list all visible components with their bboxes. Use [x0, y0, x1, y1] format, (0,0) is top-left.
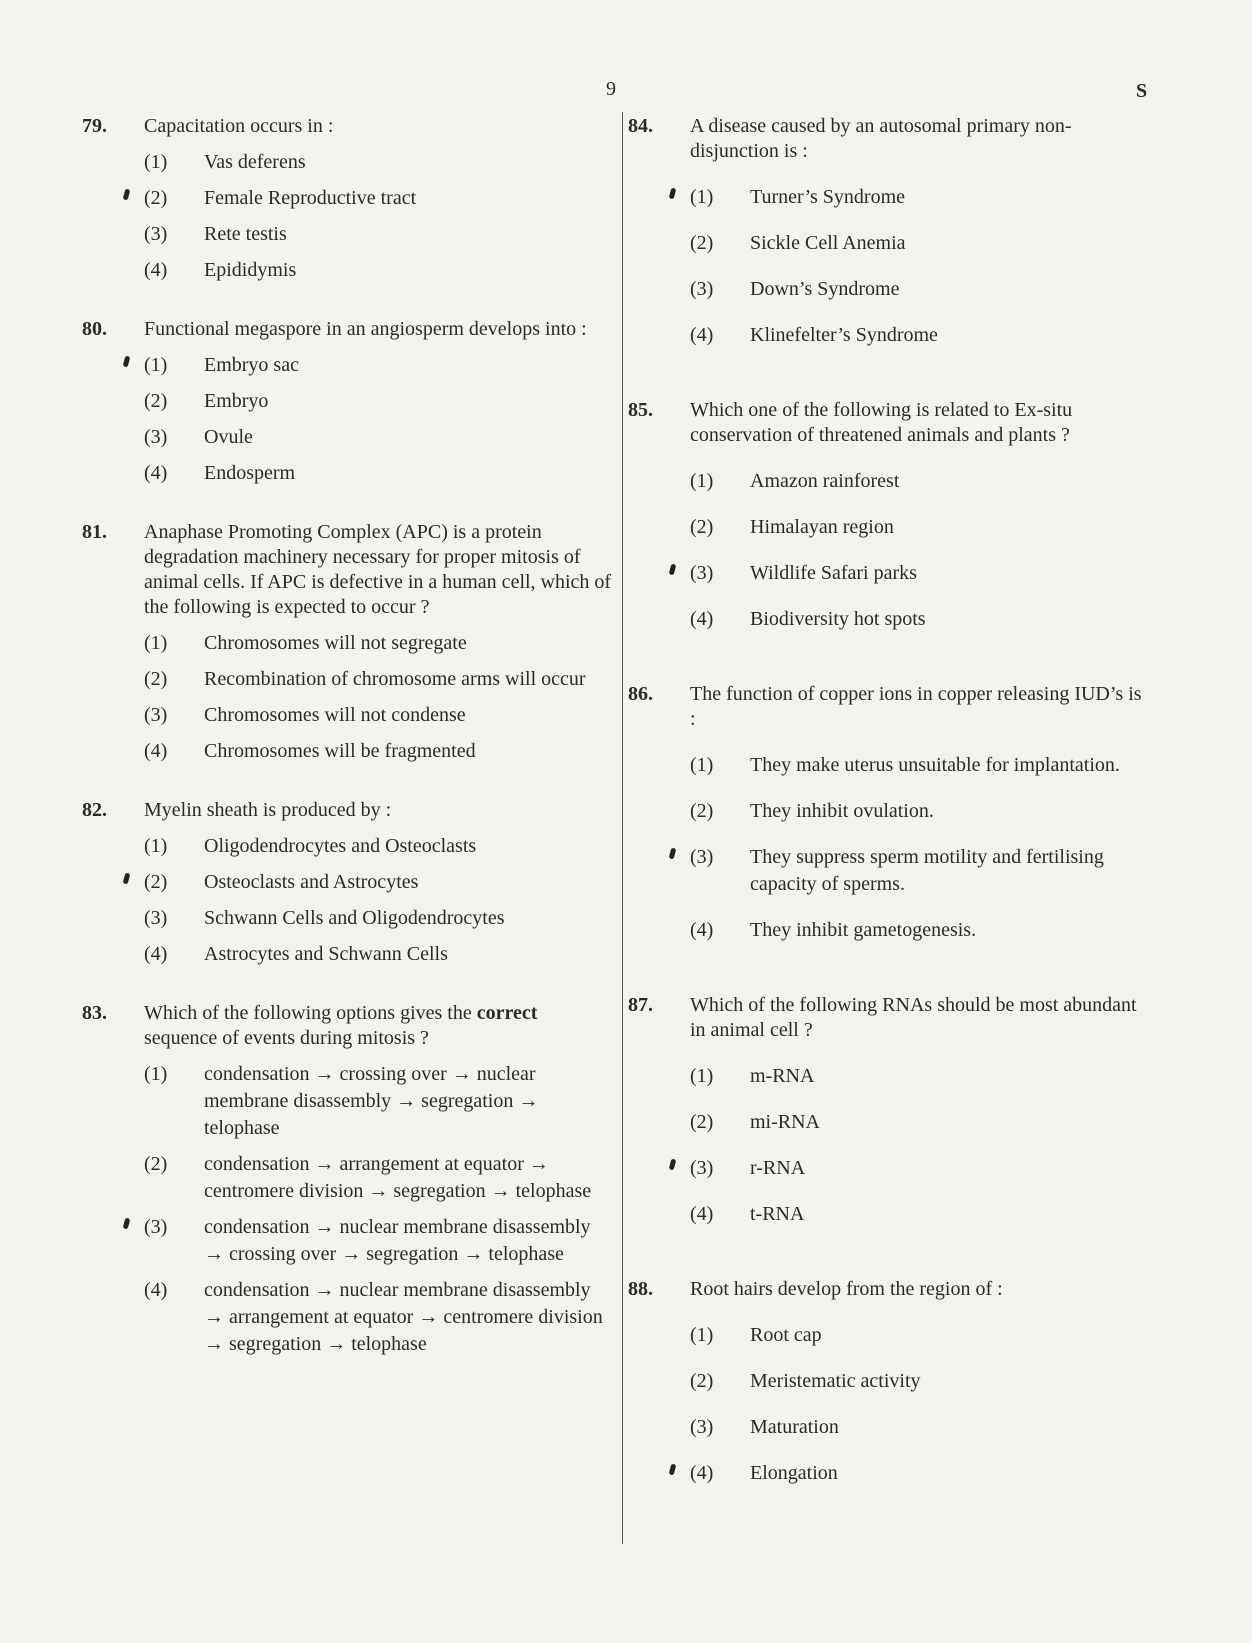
question-text: Myelin sheath is produced by :	[144, 799, 392, 821]
option-number: (4)	[144, 740, 168, 762]
question-text	[144, 1001, 612, 1051]
option	[144, 1061, 612, 1142]
option-text: Wildlife Safari parks	[750, 562, 917, 584]
option-number: (4)	[144, 462, 168, 484]
question-80	[82, 317, 612, 487]
option-number: (1)	[144, 151, 168, 173]
option-number: (1)	[690, 1065, 714, 1087]
option-text: They suppress sperm motility and fertilising capacity of sperms.	[750, 846, 1104, 895]
option-text: Astrocytes and Schwann Cells	[204, 943, 448, 965]
option	[144, 1214, 612, 1268]
option-text: condensation → arrangement at equator → centromere division → segregation → telophase	[204, 1153, 592, 1202]
option-number: (4)	[690, 324, 714, 346]
option-text: Endosperm	[204, 462, 296, 484]
option-text: Chromosomes will be fragmented	[204, 740, 476, 762]
option-number: (2)	[690, 1111, 714, 1133]
answer-mark-icon	[669, 188, 677, 200]
option	[690, 752, 1152, 779]
question-number: 85.	[628, 399, 653, 421]
option-number: (4)	[144, 1279, 168, 1301]
answer-mark-icon	[669, 1464, 677, 1476]
question-83	[82, 1001, 612, 1358]
option-text: Sickle Cell Anemia	[750, 232, 906, 254]
option-number: (2)	[144, 1153, 168, 1175]
option-text: r-RNA	[750, 1157, 806, 1179]
right-column	[628, 114, 1152, 1506]
question-number: 82.	[82, 799, 107, 821]
option-number: (2)	[690, 232, 714, 254]
option	[690, 184, 1152, 211]
question-87	[628, 993, 1152, 1228]
option-number: (4)	[144, 259, 168, 281]
option-text: They make uterus unsuitable for implantation.	[750, 754, 1120, 776]
option-number: (3)	[690, 278, 714, 300]
option-text: Recombination of chromosome arms will occur	[204, 668, 586, 690]
option-text: Root cap	[750, 1324, 822, 1346]
question-text: Anaphase Promoting Complex (APC) is a protein degradation machinery necessary for proper mitosis of animal cells. If APC is defective in a human cell, which of the following is expected to occur ?	[144, 521, 612, 618]
question-text: Which of the following RNAs should be most abundant in animal cell ?	[690, 994, 1137, 1041]
option	[690, 606, 1152, 633]
option	[690, 917, 1152, 944]
option-text: They inhibit gametogenesis.	[750, 919, 977, 941]
option-number: (1)	[144, 354, 168, 376]
option	[690, 798, 1152, 825]
question-number: 87.	[628, 994, 653, 1016]
option	[690, 1414, 1152, 1441]
question-text: Capacitation occurs in :	[144, 115, 334, 137]
option-text: Maturation	[750, 1416, 839, 1438]
option-text: Down’s Syndrome	[750, 278, 900, 300]
option	[144, 460, 612, 487]
column-divider	[622, 112, 623, 1544]
option	[690, 322, 1152, 349]
option-number: (1)	[144, 632, 168, 654]
option	[144, 149, 612, 176]
question-number: 84.	[628, 115, 653, 137]
question-text: A disease caused by an autosomal primary non-disjunction is :	[690, 115, 1072, 162]
option	[144, 666, 612, 693]
question-81	[82, 520, 612, 765]
option-text: Vas deferens	[204, 151, 306, 173]
answer-mark-icon	[123, 873, 131, 885]
option-number: (1)	[690, 754, 714, 776]
option-number: (4)	[690, 1203, 714, 1225]
option	[690, 1109, 1152, 1136]
option-number: (2)	[144, 187, 168, 209]
option-text: Ovule	[204, 426, 253, 448]
set-code: S	[1136, 80, 1148, 102]
option	[144, 738, 612, 765]
option	[144, 185, 612, 212]
question-82	[82, 798, 612, 968]
answer-mark-icon	[669, 848, 677, 860]
option-text: Schwann Cells and Oligodendrocytes	[204, 907, 505, 929]
option-number: (2)	[690, 1370, 714, 1392]
question-text: Root hairs develop from the region of :	[690, 1278, 1003, 1300]
option-text: t-RNA	[750, 1203, 805, 1225]
question-79	[82, 114, 612, 284]
answer-mark-icon	[669, 1159, 677, 1171]
option	[144, 1151, 612, 1205]
question-number: 80.	[82, 318, 107, 340]
option-number: (3)	[144, 907, 168, 929]
option-number: (3)	[690, 562, 714, 584]
option-text: condensation → nuclear membrane disassembly → arrangement at equator → centromere division → segregation → telophase	[204, 1279, 603, 1355]
question-number: 79.	[82, 115, 107, 137]
question-emphasis: correct	[476, 1002, 538, 1024]
option	[144, 388, 612, 415]
option	[690, 1368, 1152, 1395]
option-number: (1)	[690, 470, 714, 492]
option	[690, 844, 1152, 898]
option	[690, 276, 1152, 303]
question-text-part: sequence of events during mitosis ?	[144, 1027, 429, 1049]
option-text: Turner’s Syndrome	[750, 186, 906, 208]
page-number: 9	[606, 78, 616, 100]
option-number: (3)	[144, 223, 168, 245]
option-number: (3)	[690, 1157, 714, 1179]
answer-mark-icon	[123, 189, 131, 201]
option-number: (2)	[144, 668, 168, 690]
left-column	[82, 114, 612, 1367]
option-number: (3)	[144, 426, 168, 448]
option-number: (1)	[144, 1063, 168, 1085]
option-text: m-RNA	[750, 1065, 815, 1087]
question-number: 81.	[82, 521, 107, 543]
option-number: (4)	[144, 943, 168, 965]
option-number: (3)	[690, 1416, 714, 1438]
option-number: (4)	[690, 919, 714, 941]
option	[690, 1460, 1152, 1487]
question-text: Which one of the following is related to Ex-situ conservation of threatened animals and plants ?	[690, 399, 1073, 446]
option-number: (3)	[144, 1216, 168, 1238]
question-text-part: Which of the following options gives the	[144, 1002, 477, 1024]
option-text: Embryo sac	[204, 354, 299, 376]
question-88	[628, 1277, 1152, 1487]
option-number: (4)	[690, 608, 714, 630]
option	[144, 424, 612, 451]
question-84	[628, 114, 1152, 349]
option-number: (1)	[690, 1324, 714, 1346]
question-number: 83.	[82, 1002, 107, 1024]
question-text: Functional megaspore in an angiosperm develops into :	[144, 318, 587, 340]
option-number: (3)	[144, 704, 168, 726]
option-number: (2)	[144, 871, 168, 893]
option-number: (2)	[144, 390, 168, 412]
option-text: condensation → nuclear membrane disassembly → crossing over → segregation → telophase	[204, 1216, 591, 1265]
option	[144, 833, 612, 860]
question-text: The function of copper ions in copper releasing IUD’s is :	[690, 683, 1142, 730]
option-text: mi-RNA	[750, 1111, 820, 1133]
option	[690, 560, 1152, 587]
option-number: (1)	[144, 835, 168, 857]
option	[690, 1322, 1152, 1349]
option-text: Osteoclasts and Astrocytes	[204, 871, 419, 893]
option-text: They inhibit ovulation.	[750, 800, 934, 822]
question-86	[628, 682, 1152, 944]
option-text: Himalayan region	[750, 516, 894, 538]
option-text: Amazon rainforest	[750, 470, 900, 492]
option-number: (2)	[690, 516, 714, 538]
option	[144, 630, 612, 657]
option	[144, 702, 612, 729]
option-text: Meristematic activity	[750, 1370, 921, 1392]
option-text: Chromosomes will not segregate	[204, 632, 467, 654]
option-number: (2)	[690, 800, 714, 822]
option-number: (1)	[690, 186, 714, 208]
option-text: Epididymis	[204, 259, 297, 281]
option-text: Chromosomes will not condense	[204, 704, 466, 726]
option-text: Oligodendrocytes and Osteoclasts	[204, 835, 477, 857]
option-text: Klinefelter’s Syndrome	[750, 324, 938, 346]
option-text: Biodiversity hot spots	[750, 608, 926, 630]
option-text: Embryo	[204, 390, 269, 412]
answer-mark-icon	[669, 564, 677, 576]
option	[690, 1201, 1152, 1228]
question-number: 86.	[628, 683, 653, 705]
option	[690, 468, 1152, 495]
answer-mark-icon	[123, 356, 131, 368]
option	[144, 257, 612, 284]
question-number: 88.	[628, 1278, 653, 1300]
option	[690, 1063, 1152, 1090]
option-text: Rete testis	[204, 223, 287, 245]
option	[690, 1155, 1152, 1182]
option	[144, 905, 612, 932]
option	[690, 514, 1152, 541]
option	[144, 352, 612, 379]
option	[144, 941, 612, 968]
answer-mark-icon	[123, 1218, 131, 1230]
option	[690, 230, 1152, 257]
option-text: Elongation	[750, 1462, 838, 1484]
question-85	[628, 398, 1152, 633]
option-number: (3)	[690, 846, 714, 868]
option	[144, 221, 612, 248]
option	[144, 1277, 612, 1358]
option	[144, 869, 612, 896]
option-text: condensation → crossing over → nuclear membrane disassembly → segregation → telophase	[204, 1063, 539, 1139]
option-text: Female Reproductive tract	[204, 187, 417, 209]
option-number: (4)	[690, 1462, 714, 1484]
